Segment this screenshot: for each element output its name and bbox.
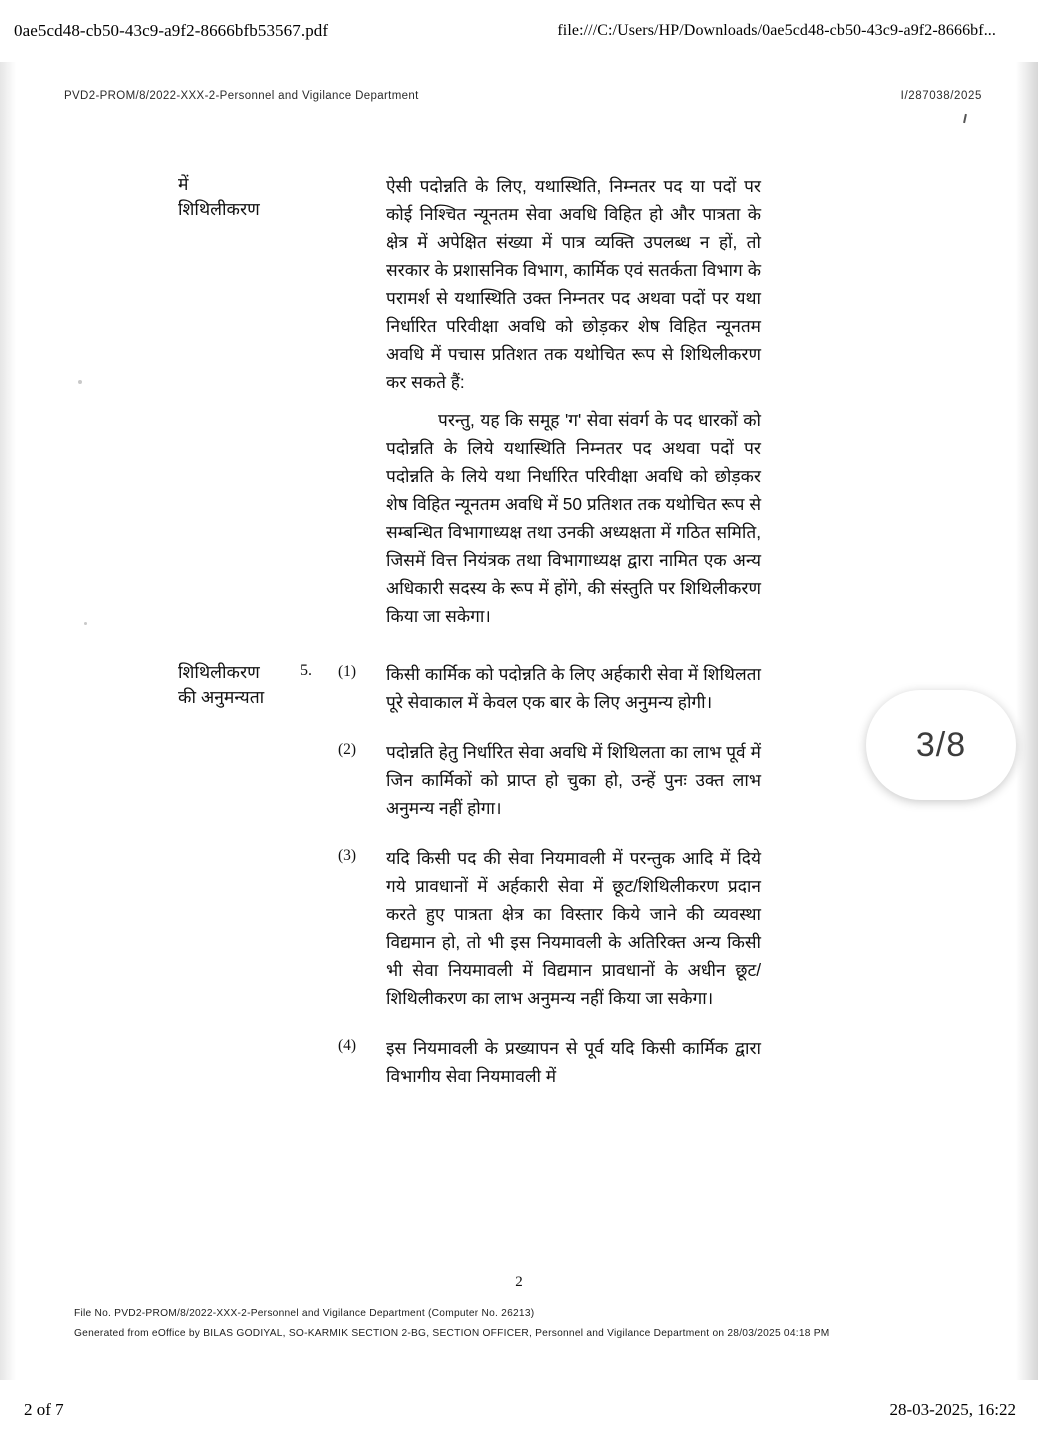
page-indicator-badge: 3/8 [866, 690, 1016, 800]
document-block [0, 844, 1038, 1012]
margin-note-line: में [178, 174, 189, 194]
document-page-number: 2 [515, 1274, 523, 1290]
margin-note-line: शिथिलीकरण [178, 198, 260, 219]
clause-number [300, 738, 338, 740]
paragraph-text: परन्तु, यह कि समूह 'ग' सेवा संवर्ग के पद धारकों को पदोन्नति के लिये यथास्थिति निम्नतर पद अथवा पदों पर पदोन्नति के लिये यथा निर्धारित परिवीक्षा अवधि को छोड़कर शेष विहित न्यूनतम अवधि में 50 प्रतिशत तक यथोचित रूप से सम्बन्धित विभागाध्यक्ष तथा उनकी अध्यक्षता में गठित समिति, जिसमें वित्त नियंत्रक तथा विभागाध्यक्ष द्वारा नामित एक अन्य अधिकारी सदस्य के रूप में होंगे, की संस्तुति पर शिथिलीकरण किया जा सकेगा। [386, 410, 761, 627]
paragraph-text: ऐसी पदोन्नति के लिए, यथास्थिति, निम्नतर पद या पदों पर कोई निश्चित न्यूनतम सेवा अवधि विहित हो और पात्रता के क्षेत्र में अपेक्षित संख्या में पात्र व्यक्ति उपलब्ध न हों, तो सरकार के प्रशासनिक विभाग, कार्मिक एवं सतर्कता विभाग के परामर्श से यथास्थिति उक्त निम्नतर पद अथवा पदों पर यथा निर्धारित परिवीक्षा अवधि को छोड़कर शेष विहित न्यूनतम अवधि में पचास प्रतिशत तक यथोचित रूप से शिथिलीकरण कर सकते हैं: [386, 176, 761, 393]
document-block [0, 1034, 1038, 1090]
document-file-reference: PVD2-PROM/8/2022-XXX-2-Personnel and Vigilance Department [64, 90, 419, 102]
footer-file-no: File No. PVD2-PROM/8/2022-XXX-2-Personnel and Vigilance Department (Computer No. 26213) [74, 1308, 535, 1319]
sub-clause-number: (2) [338, 741, 357, 759]
margin-note-line: की अनुमन्यता [178, 687, 265, 708]
clause-number [300, 844, 338, 846]
sub-clause-number: (4) [338, 1037, 357, 1055]
clause-number [300, 172, 338, 174]
document-block [0, 172, 1038, 396]
sub-clause-number [338, 406, 386, 409]
clause-number [300, 406, 338, 408]
spacer [0, 1012, 1038, 1034]
footer-generated-by: Generated from eOffice by BILAS GODIYAL, SO-KARMIK SECTION 2-BG, SECTION OFFICER, Personnel and Vigilance Department on 28/03/2025 04:18 PM [74, 1327, 830, 1339]
paragraph-text: किसी कार्मिक को पदोन्नति के लिए अर्हकारी सेवा में शिथिलता पूरे सेवाकाल में केवल एक बार के लिए अनुमन्य होगी। [386, 664, 761, 713]
sub-clause-number: (1) [338, 663, 357, 681]
spacer [0, 822, 1038, 844]
sub-clause-number [338, 172, 386, 175]
document-block [0, 406, 1038, 630]
margin-note [0, 172, 300, 222]
print-footer-page-count: 2 of 7 [24, 1400, 64, 1419]
print-preview-header [0, 0, 1038, 62]
sub-clause-number: (3) [338, 847, 357, 865]
scan-mark [963, 114, 967, 123]
print-header-filename: 0ae5cd48-cb50-43c9-a9f2-8666bfb53567.pdf [14, 21, 329, 40]
margin-note [0, 660, 300, 710]
document-footer [74, 1304, 894, 1344]
clause-number: 5. [300, 662, 312, 680]
document-body [0, 172, 1038, 1090]
print-preview-footer [0, 1380, 1038, 1440]
spacer [0, 396, 1038, 406]
paragraph-text: पदोन्नति हेतु निर्धारित सेवा अवधि में शिथिलता का लाभ पूर्व में जिन कार्मिकों को प्राप्त हो चुका हो, उन्हें पुनः उक्त लाभ अनुमन्य नहीं होगा। [386, 742, 761, 819]
document-diary-number: I/287038/2025 [900, 90, 982, 102]
clause-number [300, 1034, 338, 1036]
margin-note-line: शिथिलीकरण [178, 662, 260, 683]
document-header [64, 90, 982, 102]
paragraph-text: इस नियमावली के प्रख्यापन से पूर्व यदि किसी कार्मिक द्वारा विभागीय सेवा नियमावली में [386, 1038, 761, 1087]
spacer [0, 630, 1038, 660]
print-header-url: file:///C:/Users/HP/Downloads/0ae5cd48-cb50-43c9-a9f2-8666bf... [557, 22, 996, 39]
print-footer-timestamp: 28-03-2025, 16:22 [889, 1400, 1016, 1419]
paragraph-text: यदि किसी पद की सेवा नियमावली में परन्तुक आदि में दिये गये प्रावधानों में अर्हकारी सेवा में छूट/शिथिलीकरण प्रदान करते हुए पात्रता क्षेत्र का विस्तार किये जाने की व्यवस्था विद्यमान हो, तो भी इस नियमावली के अतिरिक्त अन्य किसी भी सेवा नियमावली में विद्यमान प्रावधानों के अधीन छूट/शिथिलीकरण का लाभ अनुमन्य नहीं किया जा सकेगा। [386, 848, 761, 1009]
